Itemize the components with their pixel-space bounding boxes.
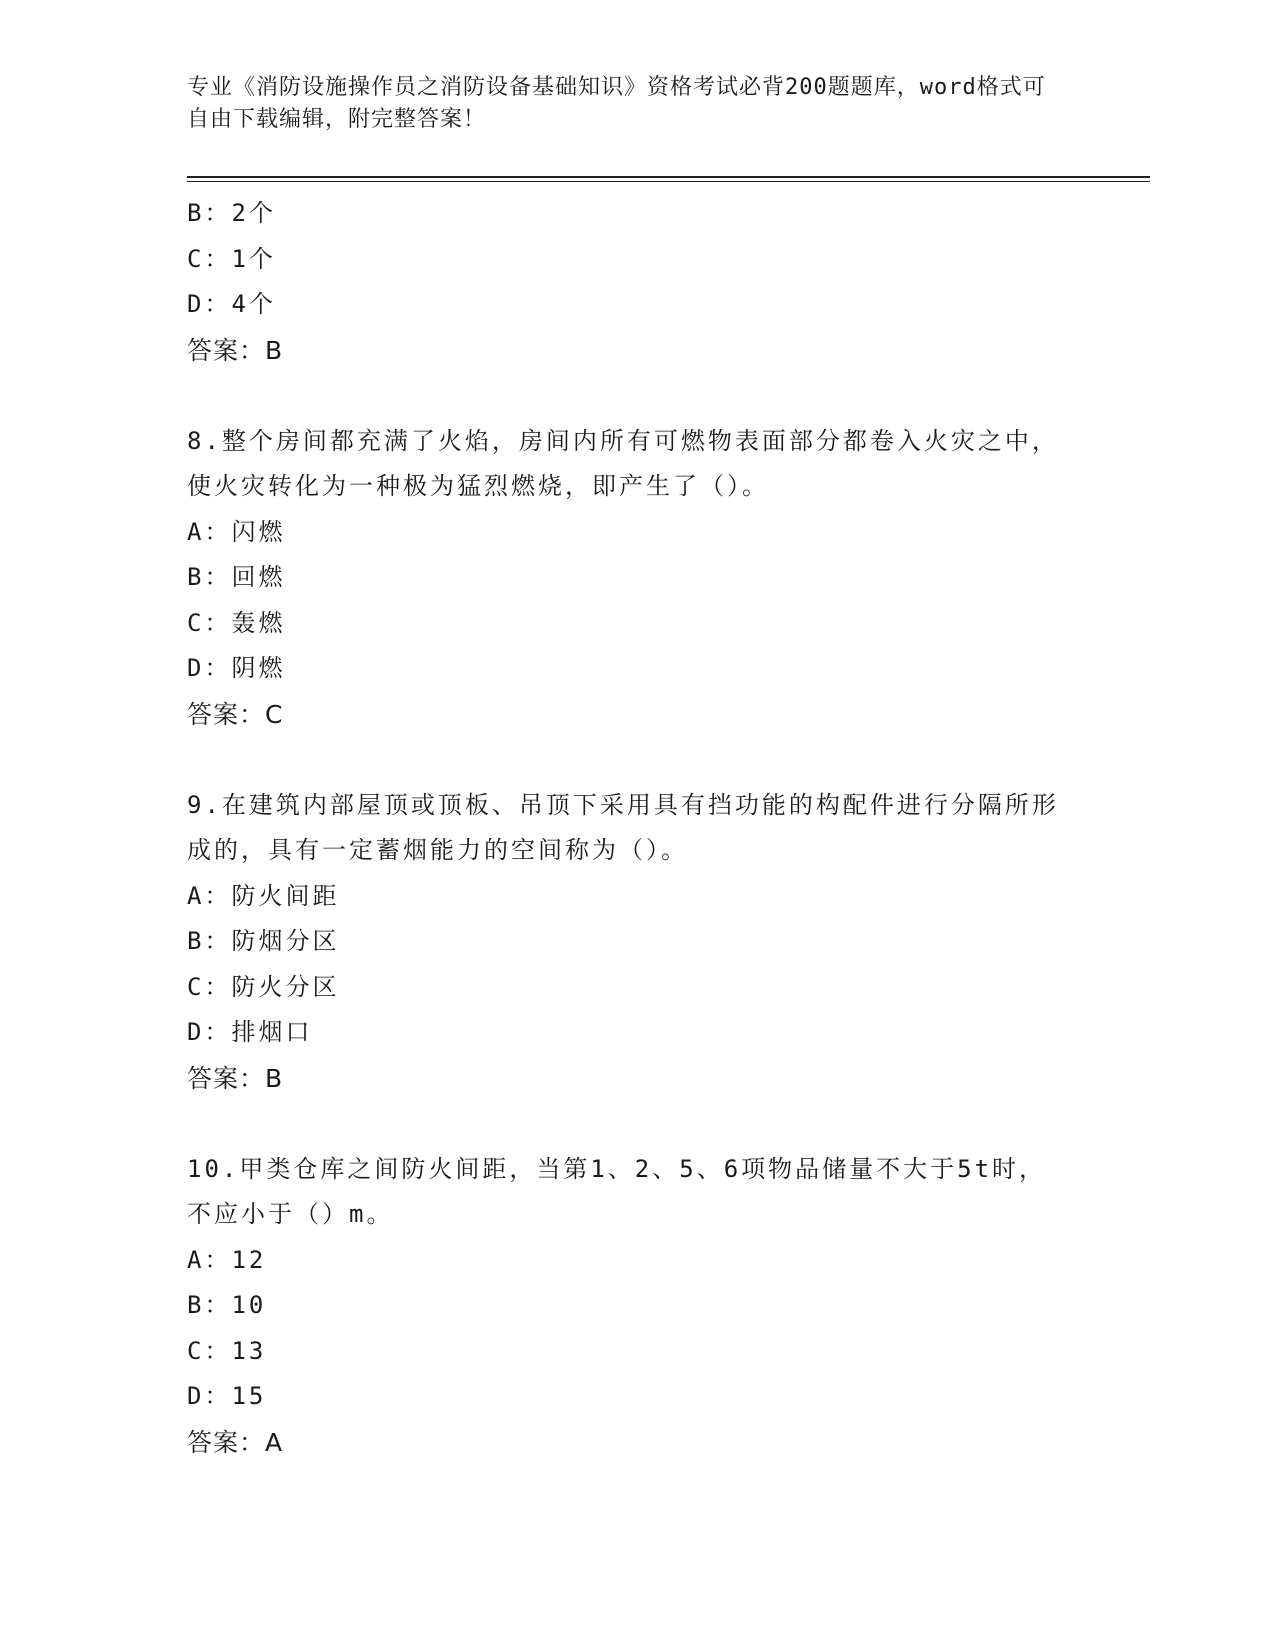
option-c: C：防火分区 bbox=[187, 972, 340, 1001]
option-b: B：防烟分区 bbox=[187, 927, 340, 955]
option-a: A：防火间距 bbox=[187, 881, 340, 910]
option-a: A：12 bbox=[187, 1245, 267, 1274]
header-rule-thin bbox=[187, 181, 1150, 182]
question-8 bbox=[187, 419, 1067, 738]
question-list bbox=[187, 191, 1067, 1465]
answer-line: 答案：A bbox=[187, 1427, 284, 1457]
question-10 bbox=[187, 1147, 1067, 1466]
option-d: D：排烟口 bbox=[187, 1018, 313, 1046]
option-a: A：闪燃 bbox=[187, 517, 286, 546]
question-9 bbox=[187, 783, 1067, 1102]
option-d: D：15 bbox=[187, 1382, 267, 1410]
spacer bbox=[187, 1101, 1067, 1147]
option-c: C：轰燃 bbox=[187, 608, 286, 637]
option-b: B：回燃 bbox=[187, 563, 286, 591]
option-b: B：2个 bbox=[187, 199, 276, 227]
document-header: 专业《消防设施操作员之消防设备基础知识》资格考试必背200题题库，word格式可自由下载编辑，附完整答案！ bbox=[187, 75, 1046, 132]
question-text: 8.整个房间都充满了火焰，房间内所有可燃物表面部分都卷入火灾之中，使火灾转化为一种极为猛烈燃烧，即产生了（）。 bbox=[187, 426, 1059, 500]
answer-line: 答案：B bbox=[187, 1063, 284, 1093]
option-d: D：4个 bbox=[187, 290, 276, 318]
option-b: B：10 bbox=[187, 1291, 267, 1319]
question-text: 9.在建筑内部屋顶或顶板、吊顶下采用具有挡功能的构配件进行分隔所形成的，具有一定蓄烟能力的空间称为（）。 bbox=[187, 790, 1059, 864]
spacer bbox=[187, 737, 1067, 783]
question-text: 10.甲类仓库之间防火间距，当第1、2、5、6项物品储量不大于5t时，不应小于（）m。 bbox=[187, 1154, 1047, 1228]
header-rule-thick bbox=[187, 176, 1150, 178]
option-d: D：阴燃 bbox=[187, 654, 286, 682]
previous-question-tail bbox=[187, 191, 1067, 373]
option-c: C：1个 bbox=[187, 244, 276, 273]
option-c: C：13 bbox=[187, 1336, 267, 1365]
answer-line: 答案：B bbox=[187, 335, 284, 365]
spacer bbox=[187, 373, 1067, 419]
answer-line: 答案：C bbox=[187, 699, 284, 729]
